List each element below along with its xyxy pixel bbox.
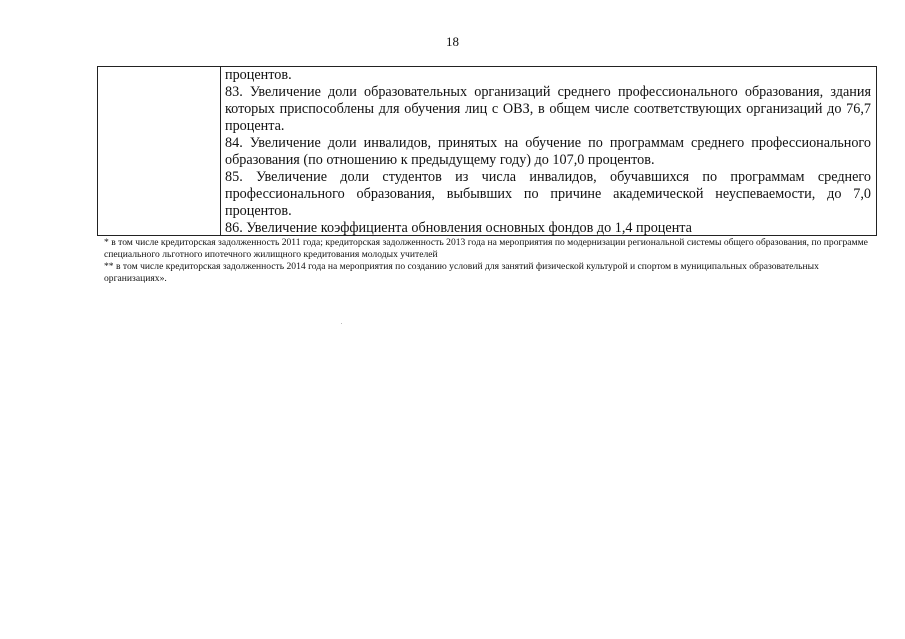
indicators-table (97, 66, 877, 236)
footnote-single-asterisk: * в том числе кредиторская задолженность 2011 года; кредиторская задолженность 2013 года на мероприятия по модернизации региональной системы общего образования, по программе специального льготного ипотечного жилищного кредитования молодых учителей (104, 237, 868, 260)
page-number: 18 (446, 34, 459, 49)
footnotes (104, 237, 874, 285)
indicator-85: 85. Увеличение доли студентов из числа инвалидов, обучавшихся по программам среднего профессионального образования, выбывших по причине академической неуспеваемости, до 7,0 процентов. (225, 169, 871, 219)
table-left-cell (98, 67, 221, 235)
footnote-double-asterisk: ** в том числе кредиторская задолженность 2014 года на мероприятия по созданию условий для занятий физической культурой и спортом в муниципальных образовательных организациях». (104, 261, 819, 284)
scan-speck (341, 323, 342, 324)
indicator-83: 83. Увеличение доли образовательных организаций среднего профессионального образования, здания которых приспособлены для обучения лиц с ОВЗ, в общем числе соответствующих организаций до 76,7 процента. (225, 84, 871, 134)
table-right-cell (221, 67, 876, 235)
indicator-continuation: процентов. (225, 67, 292, 83)
indicator-84: 84. Увеличение доли инвалидов, принятых на обучение по программам среднего профессионального образования (по отношению к предыдущему году) до 107,0 процентов. (225, 135, 871, 168)
indicator-86: 86. Увеличение коэффициента обновления основных фондов до 1,4 процента (225, 220, 692, 236)
